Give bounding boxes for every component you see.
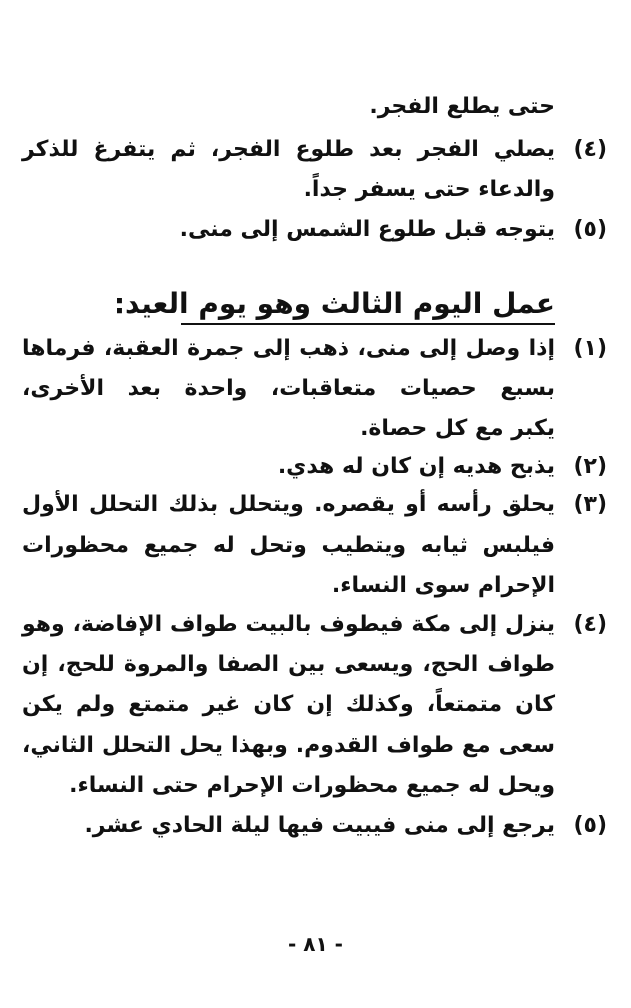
item-text-line: بسبع حصيات متعاقبات، واحدة بعد الأخرى، xyxy=(22,376,555,401)
item-number: (٥) xyxy=(573,813,607,838)
item-number: (١) xyxy=(573,336,607,361)
item-text-line: ينزل إلى مكة فيطوف بالبيت طواف الإفاضة، وهو xyxy=(22,612,555,637)
continuation-line: حتى يطلع الفجر. xyxy=(369,94,555,119)
item-number: (٤) xyxy=(573,612,607,637)
item-text-line: يرجع إلى منى فيبيت فيها ليلة الحادي عشر. xyxy=(84,813,555,838)
item-text-line: كان متمتعاً، وكذلك إن كان غير متمتع ولم يكن xyxy=(22,692,555,717)
item-text-line: الإحرام سوى النساء. xyxy=(331,573,555,598)
item-text-line: يذبح هديه إن كان له هدي. xyxy=(277,454,555,479)
item-number: (٤) xyxy=(573,137,607,162)
item-text-line: يتوجه قبل طلوع الشمس إلى منى. xyxy=(179,217,555,242)
heading-underline xyxy=(181,323,555,325)
page-number: - ٨١ - xyxy=(288,932,343,956)
item-text-line: ويحل له جميع محظورات الإحرام حتى النساء. xyxy=(69,773,555,798)
item-number: (٥) xyxy=(573,217,607,242)
item-text-line: إذا وصل إلى منى، ذهب إلى جمرة العقبة، فرماها xyxy=(22,336,555,361)
item-number: (٣) xyxy=(573,492,607,517)
section-heading: عمل اليوم الثالث وهو يوم العيد: xyxy=(113,287,555,320)
item-text-line: فيلبس ثيابه ويتطيب وتحل له جميع محظورات xyxy=(22,533,555,558)
item-number: (٢) xyxy=(573,454,607,479)
item-text-line: طواف الحج، ويسعى بين الصفا والمروة للحج، إن xyxy=(22,652,555,677)
item-text-line: سعى مع طواف القدوم. وبهذا يحل التحلل الثاني، xyxy=(22,733,555,758)
item-text-line: يحلق رأسه أو يقصره. ويتحلل بذلك التحلل الأول xyxy=(22,492,555,517)
item-text-line: يصلي الفجر بعد طلوع الفجر، ثم يتفرغ للذكر xyxy=(22,137,555,162)
item-text-line: والدعاء حتى يسفر جداً. xyxy=(303,177,555,202)
item-text-line: يكبر مع كل حصاة. xyxy=(360,416,555,441)
